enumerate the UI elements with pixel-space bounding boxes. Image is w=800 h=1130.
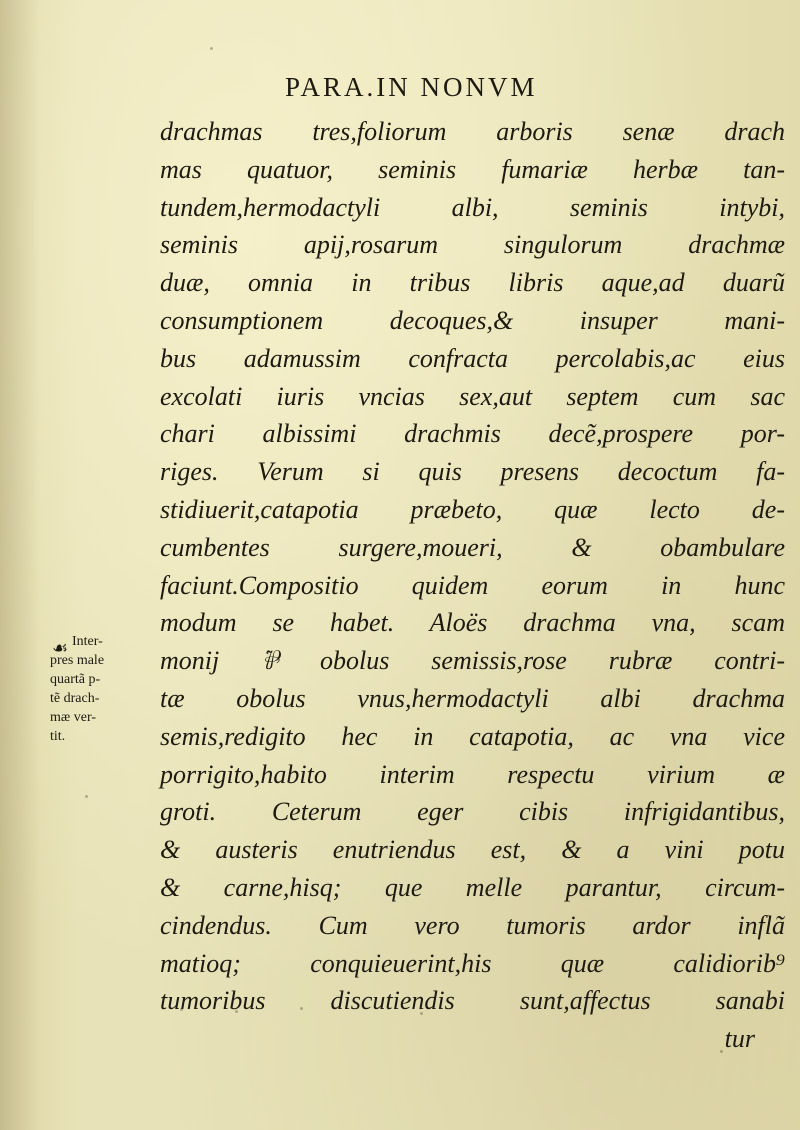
margin-note-line: mæ ver- xyxy=(50,710,96,725)
text-line: modum se habet. Aloës drachma vna, scam xyxy=(160,608,785,638)
text-line: chari albissimi drachmis decẽ,prospere por- xyxy=(160,419,785,449)
text-line: consumptionem decoques,& insuper mani- xyxy=(160,305,785,335)
text-line: seminis apij,rosarum singulorum drachmæ xyxy=(160,230,785,260)
text-line: monij ⅌ obolus semissis,rose rubræ contri- xyxy=(160,646,785,676)
text-line: porrigito,habito interim respectu virium æ xyxy=(160,759,785,789)
margin-note-line: tit. xyxy=(50,729,66,744)
text-line: mas quatuor, seminis fumariæ herbæ tan- xyxy=(160,154,785,184)
text-line: semis,redigito hec in catapotia, ac vna vice xyxy=(160,721,785,751)
text-line: tæ obolus vnus,hermodactyli albi drachma xyxy=(160,683,785,713)
text-line: riges. Verum si quis presens decoctum fa- xyxy=(160,457,785,487)
text-line: tumoribus discutiendis sunt,affectus sanabi xyxy=(160,986,785,1016)
body-text xyxy=(160,113,785,1058)
text-line: cumbentes surgere,moueri, & obambulare xyxy=(160,532,785,562)
page-gutter-shadow xyxy=(0,0,40,1130)
text-line: stidiuerit,catapotia præbeto, quæ lecto de- xyxy=(160,494,785,524)
margin-note-line: Inter- xyxy=(72,634,103,649)
margin-note-line: quartã p- xyxy=(50,672,101,687)
text-line: duæ, omnia in tribus libris aque,ad duarũ xyxy=(160,268,785,298)
text-line: groti. Ceterum eger cibis infrigidantibus, xyxy=(160,797,785,827)
text-line: drachmas tres,foliorum arboris senæ drach xyxy=(160,117,785,146)
margin-note-line: pres male xyxy=(50,653,105,668)
text-line: bus adamussim confracta percolabis,ac eius xyxy=(160,343,785,373)
text-line: & carne,hisq; que melle parantur, circum- xyxy=(160,872,785,902)
text-line: faciunt.Compositio quidem eorum in hunc xyxy=(160,570,785,600)
text-line: tundem,hermodactyli albi, seminis intybi, xyxy=(160,192,785,222)
text-line: tur xyxy=(724,1024,755,1054)
margin-note-line: tẽ drach- xyxy=(50,691,100,706)
fleuron-ornament-icon: ☙ xyxy=(52,638,69,658)
text-line: cindendus. Cum vero tumoris ardor inflã xyxy=(160,910,785,940)
text-line: matioq; conquieuerint,his quæ calidiorib⁹ xyxy=(160,948,785,978)
running-header: PARA.IN NONVM xyxy=(285,72,538,102)
text-line: excolati iuris vncias sex,aut septem cum sac xyxy=(160,381,785,411)
text-line: & austeris enutriendus est, & a vini potu xyxy=(160,835,785,865)
